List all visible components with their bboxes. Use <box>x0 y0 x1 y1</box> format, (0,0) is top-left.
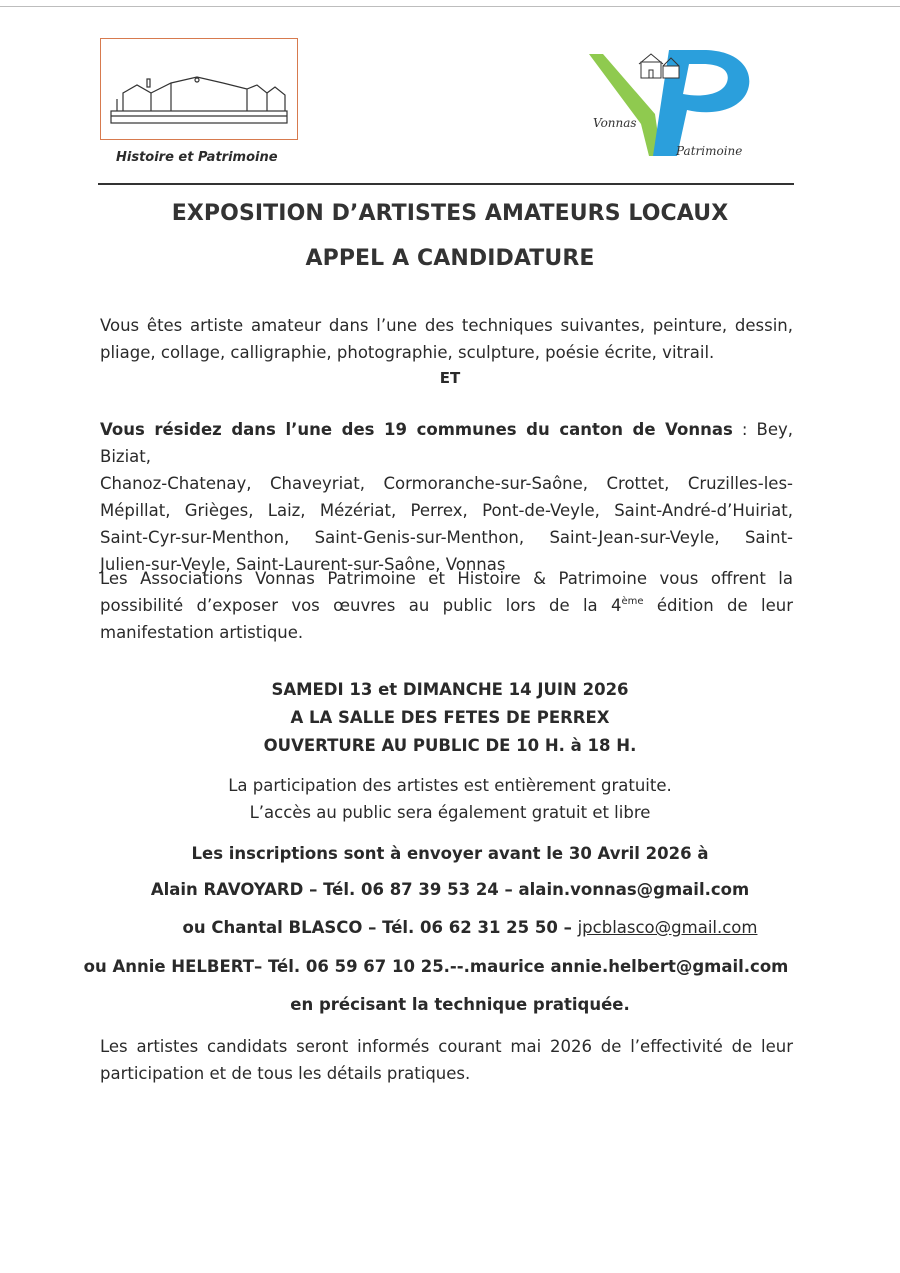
page-title: EXPOSITION D’ARTISTES AMATEURS LOCAUX <box>171 201 729 226</box>
contact-helbert: ou Annie HELBERT– Tél. 06 59 67 10 25.--.maurice annie.helbert@gmail.com <box>83 957 789 976</box>
histoire-patrimoine-logo <box>100 38 298 140</box>
page-subtitle: APPEL A CANDIDATURE <box>305 246 595 271</box>
residence-line-3: Mépillat, Grièges, Laiz, Mézériat, Perrex, Pont-de-Veyle, Saint-André-d’Huiriat, <box>100 501 793 520</box>
event-hours: OUVERTURE AU PUBLIC DE 10 H. à 18 H. <box>263 736 637 755</box>
registration-deadline: Les inscriptions sont à envoyer avant le 30 Avril 2026 à <box>191 844 709 863</box>
residence-line-2: Chanoz-Chatenay, Chaveyriat, Cormoranche-sur-Saône, Crottet, Cruzilles-les- <box>100 474 793 493</box>
residence-line-4: Saint-Cyr-sur-Menthon, Saint-Genis-sur-Menthon, Saint-Jean-sur-Veyle, Saint- <box>100 528 793 547</box>
vonnas-patrimoine-logo <box>583 44 773 164</box>
building-outline-icon <box>107 69 291 131</box>
participation-free: La participation des artistes est entièrement gratuite. <box>228 776 672 795</box>
residence-paragraph <box>100 416 793 578</box>
edition-superscript: ème <box>621 596 644 607</box>
contact-blasco-text: ou Chantal BLASCO – Tél. 06 62 31 25 50 – <box>182 918 578 937</box>
associations-after: édition de leur manifestation artistique. <box>100 596 793 642</box>
scan-top-edge <box>0 0 900 7</box>
residence-line-1 <box>100 416 793 470</box>
et-separator: ET <box>439 369 461 387</box>
residence-line-5: Julien-sur-Veyle, Saint-Laurent-sur-Saône, Vonnas <box>100 555 506 574</box>
technique-note: en précisant la technique pratiquée. <box>290 995 630 1014</box>
public-access-free: L’accès au public sera également gratuit et libre <box>249 803 651 822</box>
event-dates: SAMEDI 13 et DIMANCHE 14 JUIN 2026 <box>271 680 629 699</box>
event-venue: A LA SALLE DES FETES DE PERREX <box>290 708 610 727</box>
residence-line-1-rest: : Bey, Biziat, <box>100 420 793 466</box>
intro-paragraph: Vous êtes artiste amateur dans l’une des techniques suivantes, peinture, dessin, pliage, collage, calligraphie, photographie, sculpture, poésie écrite, vitrail. <box>100 316 793 362</box>
vonnas-label: Vonnas <box>593 116 637 130</box>
associations-paragraph <box>100 565 793 646</box>
associations-before: Les Associations Vonnas Patrimoine et Histoire & Patrimoine vous offrent la possibilité d’exposer vos œuvres au public lors de la 4 <box>100 569 793 615</box>
residence-bold: Vous résidez dans l’une des 19 communes du canton de Vonnas <box>100 420 733 439</box>
contact-blasco <box>20 918 900 937</box>
contact-ravoyard: Alain RAVOYARD – Tél. 06 87 39 53 24 – alain.vonnas@gmail.com <box>150 880 750 899</box>
header-divider <box>98 183 794 185</box>
histoire-patrimoine-caption: Histoire et Patrimoine <box>116 150 278 165</box>
closing-paragraph: Les artistes candidats seront informés courant mai 2026 de l’effectivité de leur participation et de tous les détails pratiques. <box>100 1037 793 1083</box>
patrimoine-label: Patrimoine <box>676 144 743 158</box>
blasco-email-link[interactable]: jpcblasco@gmail.com <box>577 918 758 937</box>
